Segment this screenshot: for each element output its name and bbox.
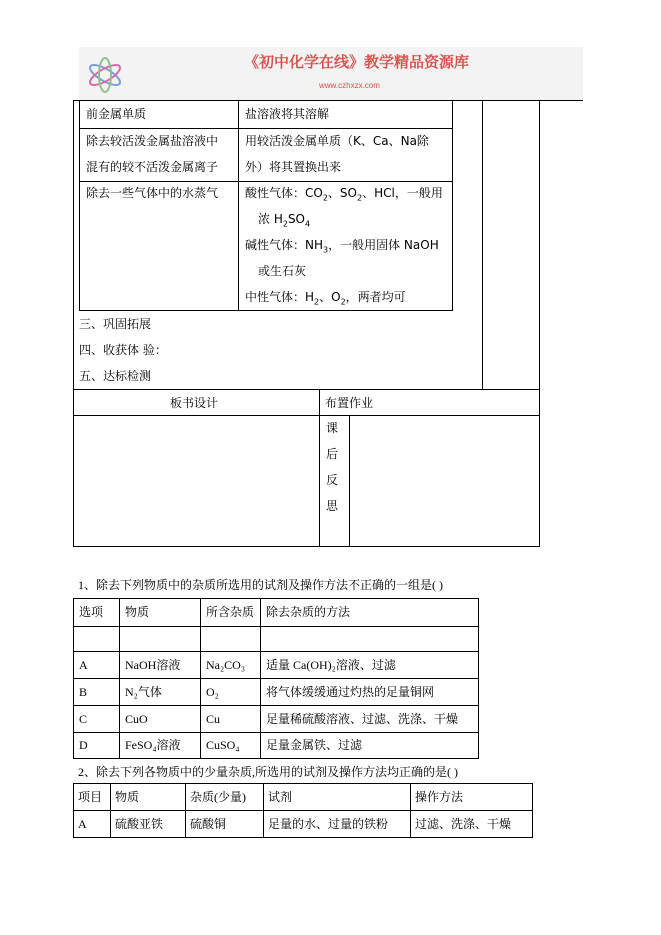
table-cell: 将气体缓缓通过灼热的足量铜网 (266, 684, 435, 699)
table-cell: N₂气体 (125, 684, 162, 699)
cell-text: 盐溶液将其溶解 (245, 107, 330, 121)
base-gas-text-2: 或生石灰 (258, 264, 307, 278)
cell-text: 前金属单质 (86, 107, 147, 121)
reflection-char: 反 (326, 473, 339, 487)
table-cell: CuSO₄ (206, 738, 240, 752)
reflection-char: 思 (326, 499, 339, 513)
table-cell: O₂ (206, 684, 219, 699)
table-cell: Cu (206, 711, 221, 726)
table-cell: 硫酸亚铁 (115, 816, 164, 831)
table-cell: A (79, 657, 88, 672)
reflection-char: 后 (326, 447, 339, 461)
question-1-title: 1、除去下列物质中的杂质所选用的试剂及操作方法不正确的一组是( ) (78, 578, 443, 592)
atom-logo-icon (85, 55, 125, 95)
base-gas-text: 碱性气体：$NH_3$，一般用固体 NaOH (245, 238, 439, 255)
header-banner (79, 47, 583, 100)
table-header-cell: 物质 (125, 605, 150, 619)
question-2-title: 2、除去下列各物质中的少量杂质,所选用的试剂及操作方法均正确的是( ) (78, 765, 458, 779)
table-cell: 硫酸铜 (190, 816, 227, 831)
cell-text: 除去较活泼金属盐溶液中 (86, 134, 219, 148)
board-design-label: 板书设计 (170, 396, 219, 410)
homework-label: 布置作业 (325, 396, 374, 410)
table-cell: 足量金属铁、过滤 (266, 738, 363, 752)
cell-text: 用较活泼金属单质（K、Ca、Na除 (245, 134, 429, 148)
banner-url: www.czhxzx.com (319, 81, 380, 90)
table-cell: 足量稀硫酸溶液、过滤、洗涤、干燥 (266, 711, 459, 726)
table-header-cell: 所含杂质 (206, 605, 255, 619)
table-header-cell: 操作方法 (415, 789, 464, 804)
table-cell: 过滤、洗涤、干燥 (415, 816, 512, 831)
table-cell: B (79, 684, 88, 699)
cell-text: 除去一些气体中的水蒸气 (86, 186, 219, 200)
table-cell: D (79, 738, 88, 752)
table-cell: NaOH溶液 (125, 657, 181, 672)
cell-text: 外）将其置换出来 (245, 160, 342, 174)
section-heading: 三、巩固拓展 (79, 317, 152, 331)
table-header-cell: 选项 (79, 605, 104, 619)
table-cell: Na₂CO₃ (206, 657, 246, 672)
acid-gas-text: 酸性气体：$CO_2$、$SO_2$、HCl，一般用 (245, 186, 443, 203)
table-header-cell: 试剂 (268, 789, 293, 804)
table-cell: CuO (125, 711, 148, 726)
section-heading: 五、达标检测 (79, 369, 152, 383)
table-cell: FeSO₄溶液 (125, 738, 181, 752)
table-cell: C (79, 711, 88, 726)
acid-gas-text-2: 浓 $H_2SO_4$ (258, 212, 311, 229)
table-header-cell: 杂质(少量) (190, 789, 246, 804)
reflection-char: 课 (326, 421, 339, 435)
table-header-cell: 项目 (78, 789, 103, 804)
table-cell: A (78, 816, 87, 831)
cell-text: 混有的较不活泼金属离子 (86, 160, 219, 174)
table-header-cell: 物质 (115, 789, 140, 804)
neutral-gas-text: 中性气体：$H_2$、$O_2$，两者均可 (245, 290, 406, 307)
table-cell: 足量的水、过量的铁粉 (268, 816, 389, 831)
banner-title: 《初中化学在线》教学精品资源库 (244, 53, 470, 71)
table-cell: 适量 Ca(OH)₂溶液、过滤 (266, 657, 396, 672)
section-heading: 四、收获体 验： (79, 343, 167, 357)
table-header-cell: 除去杂质的方法 (266, 605, 351, 619)
